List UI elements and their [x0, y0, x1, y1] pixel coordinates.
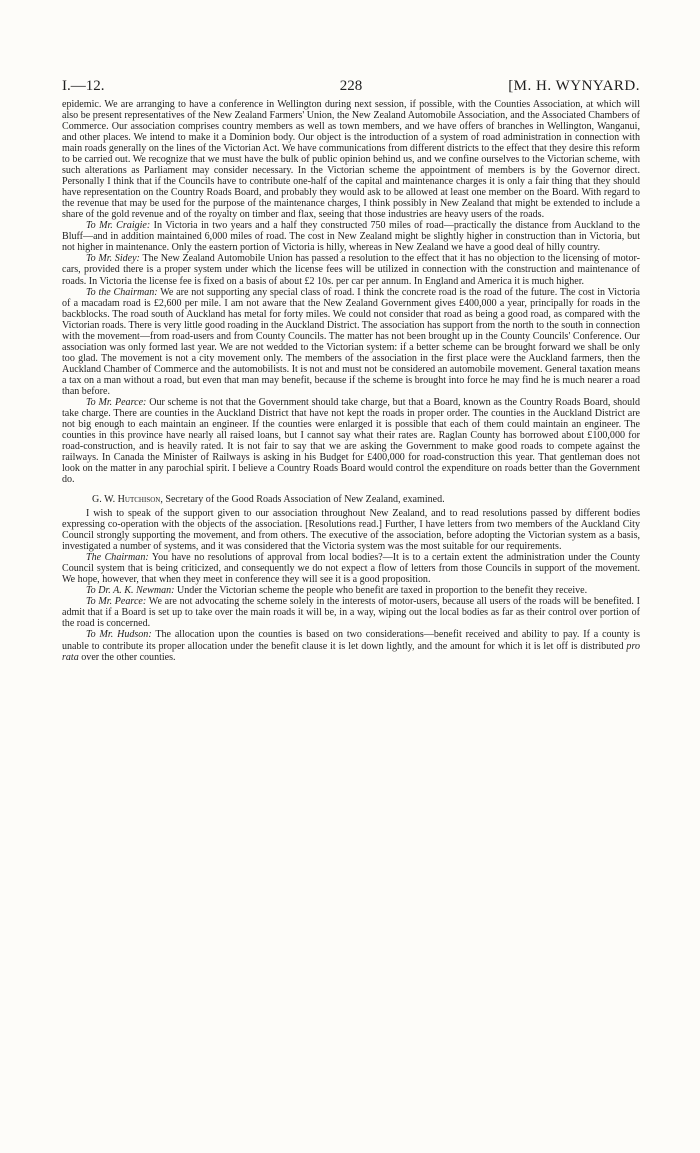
paragraph [62, 253, 640, 286]
speaker-label: To the Chairman: [86, 286, 158, 298]
italic-phrase: pro rata [62, 640, 641, 663]
paragraph-text: We are not supporting any special class of road. I think the concrete road is the road of the future. The cost in Victoria of a macadam road is £2,600 per mile. I am not aware that the New Zealand Government gives £400,000 a year, principally for roads in the backblocks. The road south of Auckland has metal for forty miles. We could not consider that road as being a good road, as compared with the Victorian roads. There is very little good roading in the Auckland District. The association has support from the north to the south in connection with the movement—from road-users and from County Councils. The matter has not been brought up in the County Councils' Conference. Our association was only formed last year. We are not wedded to the Victorian system: if a better scheme can be brought forward we shall be only too glad. The movement is not a city movement only. The members of the association in the first place were the Auckland farmers, then the Auckland Chamber of Commerce and the automobilists. It is not and must not be considered an automobile movement. General taxation means a tax on a man without a road, but even that man may benefit, because if the scheme is brought into force he may find he is much nearer a road than before. [62, 286, 640, 397]
speaker-label: To Mr. Sidey: [86, 253, 140, 265]
paragraph-text: We are not advocating the scheme solely in the interests of motor-users, because all users of the roads will be benefited. I admit that if a Board is set up to take over the main roads it will be, in a way, wiping out the local bodies as far as their control over portion of the road is concerned. [62, 596, 640, 630]
paragraph-text: epidemic. We are arranging to have a conference in Wellington during next session, if possible, with the Counties Association, at which will also be present representatives of the New Zealand Farmers' Union, the New Zealand Automobile Association, and the Associated Chambers of Commerce. Our association comprises country members as well as town members, and we have offers of branches in Wellington, Wanganui, and other places. We intend to make it a Dominion body. Our object is the introduction of a system of road administration in connection with main roads generally on the lines of the Victorian Act. We have communications from different districts to the effect that they desire this reform to be carried out. We recognize that we must have the bulk of public opinion behind us, and we confine ourselves to the Victorian scheme, with such alterations as Parliament may consider necessary. In the Victorian scheme the appointment of members is by the Governor direct. Personally I think that if the Councils have to contribute one-half of the capital and maintenance charges it is only a fair thing that they should have representation on the Country Roads Board, and probably they would ask to be allowed at least one member on the Board. With regard to the revenue that may be used for the purpose of the maintenance charges, I think possibly in New Zealand that might be extended to include a share of the gold revenue and of the royalty on timber and flax, seeing that those industries are heavy users of the roads. [62, 99, 640, 221]
paragraph [62, 220, 640, 253]
page-header [62, 78, 640, 100]
paragraph [62, 397, 640, 485]
paragraph [62, 508, 640, 552]
speaker-label: To Mr. Craigie: [86, 220, 151, 232]
speaker-label: To Mr. Pearce: [86, 596, 147, 608]
paragraph [62, 99, 640, 220]
paragraph [62, 585, 640, 596]
paper-reference: I.—12. [62, 78, 105, 94]
speaker-label: To Dr. A. K. Newman: [86, 585, 175, 597]
witness-heading [62, 494, 640, 505]
witness-heading-rest: , Secretary of the Good Roads Association of New Zealand, examined. [160, 494, 445, 506]
paragraph [62, 552, 640, 585]
paragraph [62, 629, 640, 662]
witness-heading-name: G. W. Hutchison [92, 494, 161, 506]
paragraph-text: In Victoria in two years and a half they constructed 750 miles of road—practically the distance from Auckland to the Bluff—and in addition maintained 6,000 miles of road. The cost in New Zealand might be slightly higher in construction than in Victoria, but not higher in maintenance. Only the eastern portion of Victoria is hilly, whereas in New Zealand we have a good deal of hilly country. [62, 220, 640, 254]
paragraph [62, 287, 640, 397]
document-body [62, 99, 640, 663]
paragraph-text-tail: over the other counties. [81, 651, 176, 663]
witness-name: [M. H. WYNYARD. [508, 78, 640, 94]
paragraph-text: I wish to speak of the support given to our association throughout New Zealand, and to read resolutions passed by different bodies expressing co-operation with the objects of the association. [Resolutions read.] Further, I have letters from two members of the Auckland City Council strongly supporting the movement, and from others. The executive of the association, before adopting the Victorian system as a basis, investigated a number of systems, and it was considered that the Victoria system was the most suitable for our requirements. [62, 508, 640, 553]
speaker-label: To Mr. Hudson: [86, 629, 152, 641]
paragraph-text: You have no resolutions of approval from local bodies?—It is to a certain extent the administration under the County Council system that is being criticized, and consequently we do not expect a flow of letters from those Councils in support of the movement. We hope, however, that when they meet in conference they will see it is a good proposition. [62, 552, 641, 586]
paragraph-text: Our scheme is not that the Government should take charge, but that a Board, known as the Country Roads Board, should take charge. There are counties in the Auckland District that have not kept the roads in proper order. The counties in the Auckland District are not big enough to each maintain an engineer. If the counties were enlarged it is possible that each of them could maintain an engineer. The counties in this province have nearly all raised loans, but I cannot say what their rates are. Raglan County has borrowed about £100,000 for road-construction, and is heavily rated. It is not fair to say that we are asking the Government to make good roads to compete against the railways. In Canada the Minister of Railways is asking in his Budget for £400,000 for road-construction this year. That gentleman does not look on the matter in any parochial spirit. I believe a Country Roads Board would control the expenditure on roads better than the Government do. [62, 396, 641, 486]
page-number: 228 [339, 78, 363, 94]
paragraph [62, 596, 640, 629]
paragraph-text: The New Zealand Automobile Union has passed a resolution to the effect that it has no objection to the licensing of motor-cars, provided there is a proper system under which the license fees will be utilized in connection with the construction and maintenance of roads. In Victoria the license fee is fixed on a basis of about £2 10s. per car per annum. In England and America it is much higher. [62, 253, 640, 287]
speaker-label: The Chairman: [86, 552, 149, 564]
speaker-label: To Mr. Pearce: [86, 396, 147, 408]
paragraph-text: The allocation upon the counties is based on two considerations—benefit received and ability to pay. If a county is unable to contribute its proper allocation under the benefit clause it is let down lightly, and the amount for which it is let off is distributed [62, 629, 640, 652]
paragraph-text: Under the Victorian scheme the people who benefit are taxed in proportion to the benefit they receive. [177, 585, 588, 597]
